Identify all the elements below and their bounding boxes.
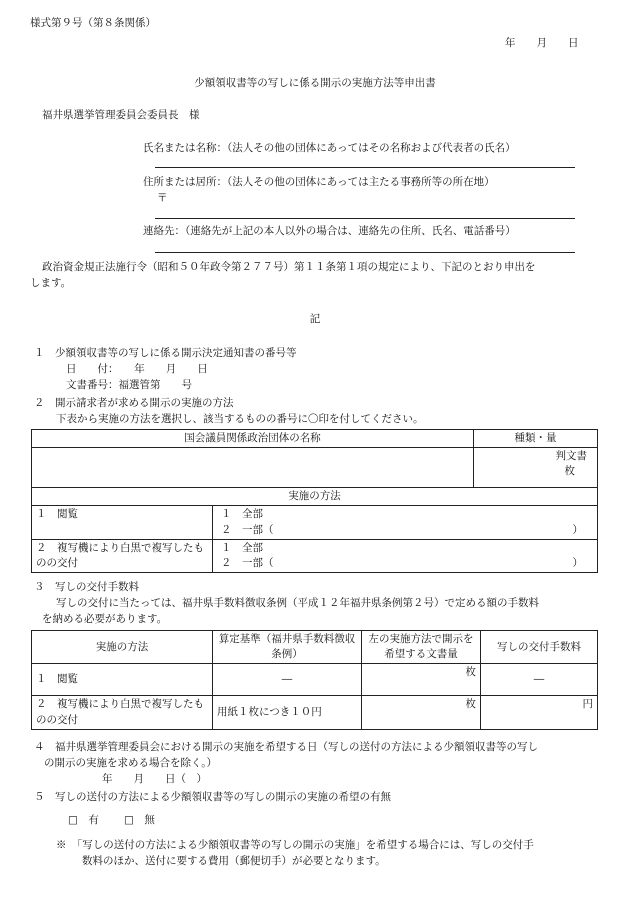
option-part-close: ） <box>572 523 583 536</box>
method-copy <box>32 539 213 572</box>
method-copy-label: ２ 複写機により白黒で複写したものの交付 <box>36 541 204 570</box>
section-4-heading-2: の開示の実施を求める場合を除く。） <box>44 757 218 769</box>
contact-underline[interactable] <box>155 252 575 253</box>
intro-line-2: します。 <box>30 277 72 289</box>
method-view-label: １ 閲覧 <box>36 508 78 521</box>
name-underline[interactable] <box>155 167 575 168</box>
section-5-heading: ５ 写しの送付の方法による少額領収書等の写しの開示の実施の希望の有無 <box>34 791 391 803</box>
fee-row-view-fee: ― <box>481 664 598 696</box>
fee-row-copy-fee[interactable]: 円 <box>481 696 598 729</box>
contact-label: 連絡先：（連絡先が上記の本人以外の場合は、連絡先の住所、氏名、電話番号） <box>143 225 516 237</box>
fee-row-view-quantity[interactable]: 枚 <box>362 664 481 696</box>
section-3-text-1: 写しの交付に当たっては、福井県手数料徴収条例（平成１２年福井県条例第２号）で定める額の手数料 <box>56 597 539 609</box>
sheet-unit: 枚 <box>564 465 575 478</box>
note-line-1: ※ 「写しの送付の方法による少額領収書等の写しの開示の実施」を希望する場合には、写しの交付手 <box>56 839 534 851</box>
method-header: 実施の方法 <box>32 488 598 506</box>
section-3-heading: ３ 写しの交付手数料 <box>34 581 139 593</box>
document-number: 文書番号：福選管第 号 <box>66 379 192 391</box>
org-name-cell[interactable] <box>32 448 474 488</box>
page-title: 少額領収書等の写しに係る開示の実施方法等申出書 <box>194 77 436 89</box>
notice-date: 日 付： 年 月 日 <box>66 363 208 375</box>
section-2-note: 下表から実施の方法を選択し、該当するものの番号に〇印を付してください。 <box>56 413 424 425</box>
fee-row-view-basis: ― <box>213 664 362 696</box>
section-1-heading: １ 少額領収書等の写しに係る開示決定通知書の番号等 <box>34 347 297 359</box>
fee-row-copy-quantity[interactable]: 枚 <box>362 696 481 729</box>
option-part-close: ） <box>572 557 583 570</box>
option-part[interactable]: ２ 一部（ <box>221 523 274 536</box>
address-label: 住所または居所：（法人その他の団体にあっては主たる事務所等の所在地） <box>143 176 495 188</box>
fee-row-copy-method: ２ 複写機により白黒で複写したものの交付 <box>32 696 213 729</box>
method-table <box>31 429 598 573</box>
document-kind: 判文書 <box>555 450 587 463</box>
option-all[interactable]: １ 全部 <box>221 541 263 554</box>
method-copy-options[interactable] <box>213 539 598 572</box>
checkbox-yes[interactable]: □ 有 <box>68 814 99 826</box>
ki-heading: 記 <box>309 313 321 325</box>
intro-line-1: 政治資金規正法施行令（昭和５０年政令第２７７号）第１１条第１項の規定により、下記のとおり申出を <box>42 261 536 273</box>
option-part[interactable]: ２ 一部（ <box>221 557 274 570</box>
method-view-options[interactable] <box>213 506 598 539</box>
org-name-header: 国会議員関係政治団体の名称 <box>32 430 474 448</box>
section-4-heading-1: ４ 福井県選挙管理委員会における開示の実施を希望する日（写しの送付の方法による少額領収書等の写し <box>34 741 538 753</box>
section-2-heading: ２ 開示請求者が求める開示の実施の方法 <box>34 397 234 409</box>
kind-amount-cell <box>474 448 598 488</box>
fee-row-view-method: １ 閲覧 <box>32 664 213 696</box>
fee-table <box>31 630 598 730</box>
form-date: 年 月 日 <box>505 37 579 49</box>
fee-header-basis: 算定基準（福井県手数料徴収条例） <box>213 631 362 664</box>
desired-date[interactable]: 年 月 日（ ） <box>102 773 207 785</box>
name-label: 氏名または名称：（法人その他の団体にあってはその名称および代表者の氏名） <box>143 142 516 154</box>
kind-amount-header: 種類・量 <box>474 430 598 448</box>
method-view <box>32 506 213 539</box>
section-3-text-2: を納める必要があります。 <box>42 613 168 625</box>
fee-header-fee: 写しの交付手数料 <box>481 631 598 664</box>
note-line-2: 数料のほか、送付に要する費用（郵便切手）が必要となります。 <box>82 855 386 867</box>
address-underline[interactable] <box>155 218 575 219</box>
postal-mark: 〒 <box>157 192 168 204</box>
addressee: 福井県選挙管理委員会委員長 様 <box>42 109 200 121</box>
fee-row-copy-basis: 用紙１枚につき１０円 <box>213 696 362 729</box>
form-number: 様式第９号（第８条関係） <box>30 17 156 29</box>
option-all[interactable]: １ 全部 <box>221 508 263 521</box>
checkbox-no[interactable]: □ 無 <box>124 814 155 826</box>
fee-header-quantity: 左の実施方法で開示を希望する文書量 <box>362 631 481 664</box>
fee-header-method: 実施の方法 <box>32 631 213 664</box>
